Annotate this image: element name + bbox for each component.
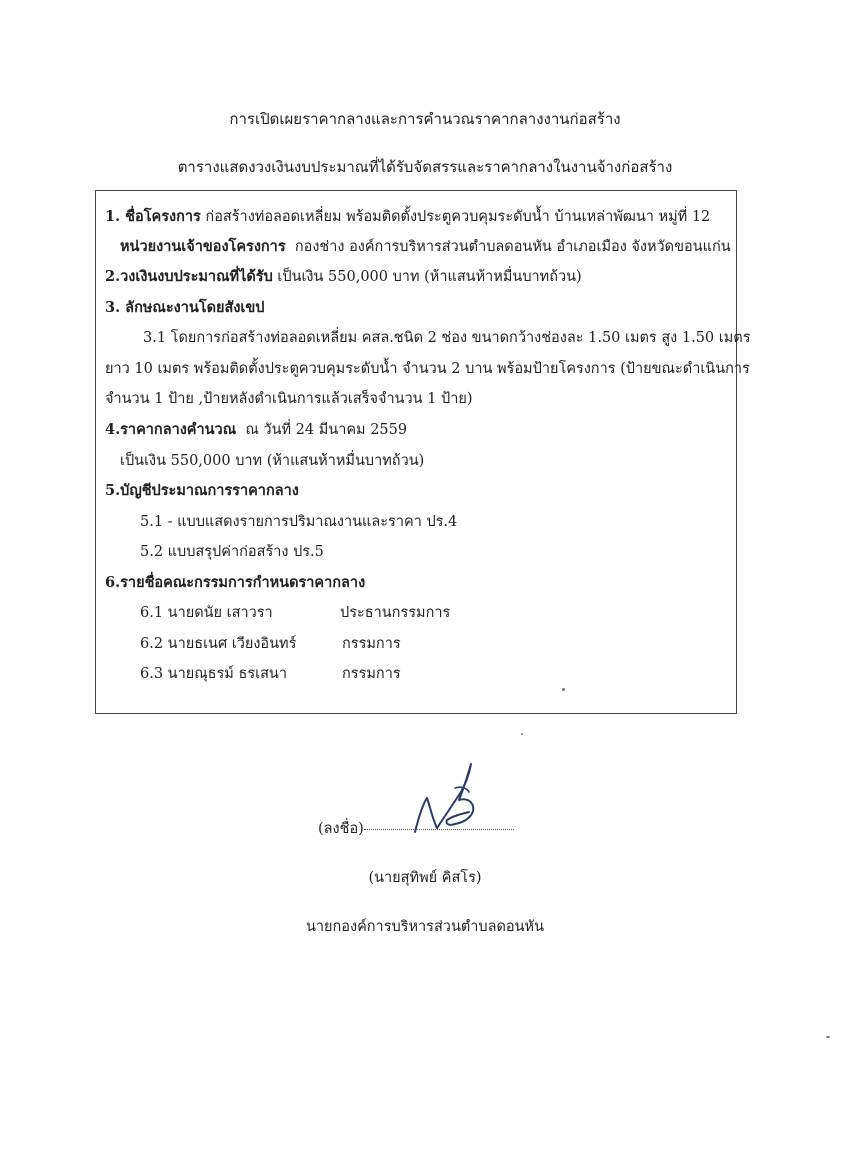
signatory-name: (นายสุทิพย์ คิสโร) (368, 870, 482, 886)
median-price-date: ณ วันที่ 24 มีนาคม 2559 (245, 422, 408, 438)
committee-member-3-role: กรรมการ (342, 666, 401, 682)
committee-heading: 6.รายชื่อคณะกรรมการกำหนดราคากลาง (105, 574, 366, 591)
document-title: การเปิดเผยราคากลางและการคำนวณราคากลางงานก่อสร้าง (229, 110, 621, 128)
price-estimate-item-2: 5.2 แบบสรุปค่าก่อสร้าง ปร.5 (140, 544, 324, 560)
price-estimate-heading: 5.บัญชีประมาณการราคากลาง (105, 482, 299, 499)
handwritten-signature (405, 758, 495, 838)
median-price-label: 4.ราคากลางคำนวณ (105, 421, 237, 438)
project-owner-value: กองช่าง องค์การบริหารส่วนตำบลดอนหัน อำเภอเมือง จังหวัดขอนแก่น (294, 239, 731, 255)
project-owner-label: หน่วยงานเจ้าของโครงการ (120, 238, 286, 255)
committee-member-3-name: 6.3 นายณุธรม์ ธรเสนา (140, 666, 287, 682)
signatory-position: นายกองค์การบริหารส่วนตำบลดอนหัน (305, 919, 545, 935)
project-name-value: ก่อสร้างท่อลอดเหลี่ยม พร้อมติดตั้งประตูควบคุมระดับน้ำ บ้านเหล่าพัฒนา หมู่ที่ 12 (205, 209, 711, 225)
committee-member-2-name: 6.2 นายธเนศ เวียงอินทร์ (140, 636, 297, 652)
price-estimate-item-1: 5.1 - แบบแสดงรายการปริมาณงานและราคา ปร.4 (140, 514, 458, 530)
work-description-line-2: ยาว 10 เมตร พร้อมติดตั้งประตูควบคุมระดับน้ำ จำนวน 2 บาน พร้อมป้ายโครงการ (ป้ายขณะดำเนินการ (105, 361, 750, 377)
work-description-line-1: 3.1 โดยการก่อสร้างท่อลอดเหลี่ยม คสล.ชนิด 2 ช่อง ขนาดกว้างช่องละ 1.50 เมตร สูง 1.50 เมตร (143, 330, 751, 346)
median-price-value: เป็นเงิน 550,000 บาท (ห้าแสนห้าหมื่นบาทถ้วน) (120, 453, 425, 469)
work-description-heading: 3. ลักษณะงานโดยสังเขป (105, 299, 265, 316)
budget-row (105, 265, 582, 288)
scan-speck (562, 688, 565, 691)
committee-member-1-role: ประธานกรรมการ (340, 605, 451, 621)
budget-label: 2.วงเงินงบประมาณที่ได้รับ (105, 268, 273, 285)
project-info-box (95, 190, 751, 714)
budget-value: เป็นเงิน 550,000 บาท (ห้าแสนห้าหมื่นบาทถ้วน) (277, 269, 582, 285)
committee-member-2-role: กรรมการ (342, 636, 401, 652)
scan-speck (826, 1036, 830, 1038)
project-name-label: 1. ชื่อโครงการ (105, 208, 201, 225)
project-owner-row (120, 235, 731, 258)
median-price-row (105, 418, 407, 441)
scan-speck (521, 733, 523, 735)
sign-label: (ลงชื่อ) (318, 821, 364, 837)
work-description-line-3: จำนวน 1 ป้าย ,ป้ายหลังดำเนินการแล้วเสร็จจำนวน 1 ป้าย) (105, 391, 473, 407)
project-name-row (105, 205, 710, 228)
document-subtitle: ตารางแสดงวงเงินงบประมาณที่ได้รับจัดสรรและราคากลางในงานจ้างก่อสร้าง (177, 158, 673, 176)
committee-member-1-name: 6.1 นายดนัย เสาวรา (140, 605, 273, 621)
